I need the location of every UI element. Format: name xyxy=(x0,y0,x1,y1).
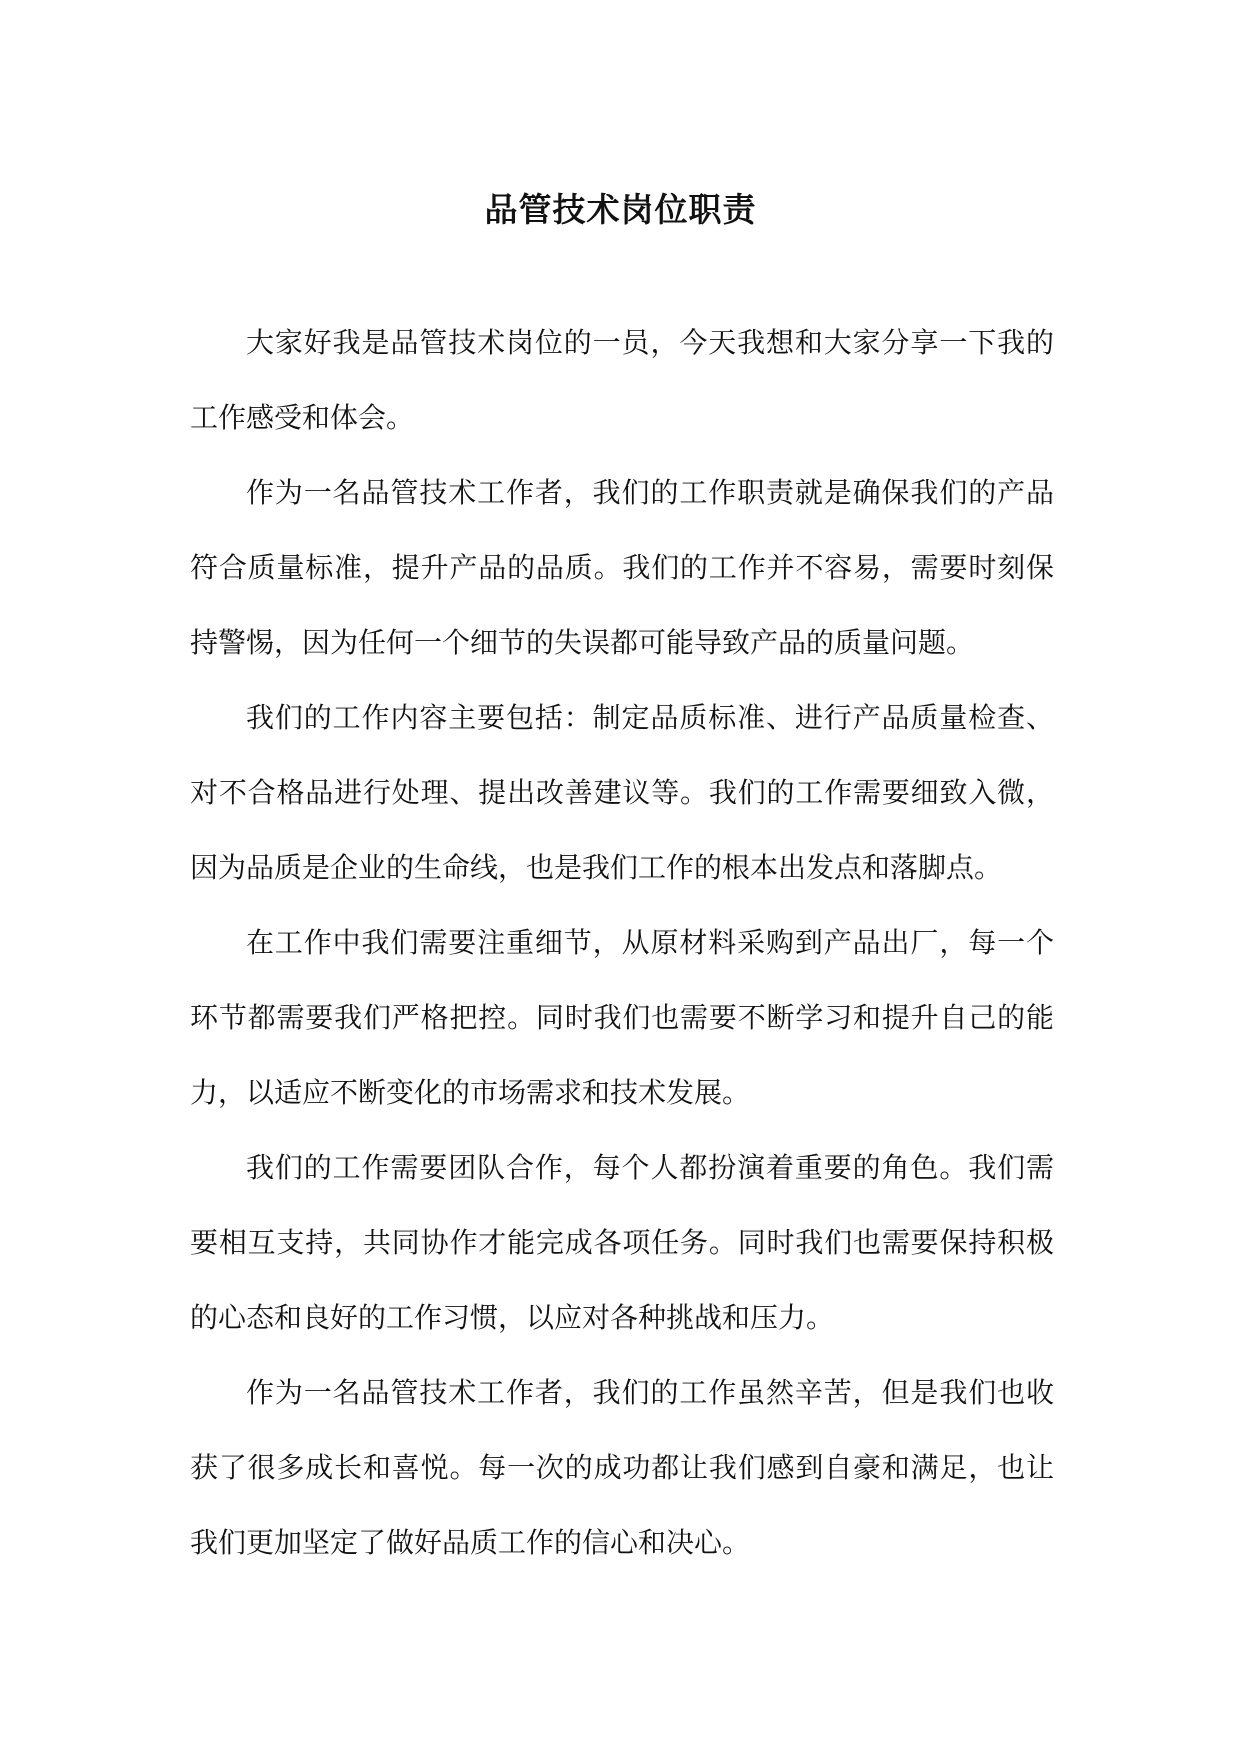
paragraph-5: 我们的工作需要团队合作，每个人都扮演着重要的角色。我们需要相互支持，共同协作才能完成各项任务。同时我们也需要保持积极的心态和良好的工作习惯，以应对各种挑战和压力。 xyxy=(190,1151,1054,1334)
paragraph-6: 作为一名品管技术工作者，我们的工作虽然辛苦，但是我们也收获了很多成长和喜悦。每一次的成功都让我们感到自豪和满足，也让我们更加坚定了做好品质工作的信心和决心。 xyxy=(190,1376,1054,1559)
document-body xyxy=(190,305,1054,1580)
paragraph-3: 我们的工作内容主要包括：制定品质标准、进行产品质量检查、对不合格品进行处理、提出改善建议等。我们的工作需要细致入微，因为品质是企业的生命线，也是我们工作的根本出发点和落脚点。 xyxy=(190,701,1054,884)
paragraph-4: 在工作中我们需要注重细节，从原材料采购到产品出厂，每一个环节都需要我们严格把控。同时我们也需要不断学习和提升自己的能力，以适应不断变化的市场需求和技术发展。 xyxy=(190,926,1054,1109)
paragraph-1: 大家好我是品管技术岗位的一员，今天我想和大家分享一下我的工作感受和体会。 xyxy=(190,326,1054,434)
paragraph-2: 作为一名品管技术工作者，我们的工作职责就是确保我们的产品符合质量标准，提升产品的品质。我们的工作并不容易，需要时刻保持警惕，因为任何一个细节的失误都可能导致产品的质量问题。 xyxy=(190,476,1054,659)
document-title: 品管技术岗位职责 xyxy=(484,190,757,229)
